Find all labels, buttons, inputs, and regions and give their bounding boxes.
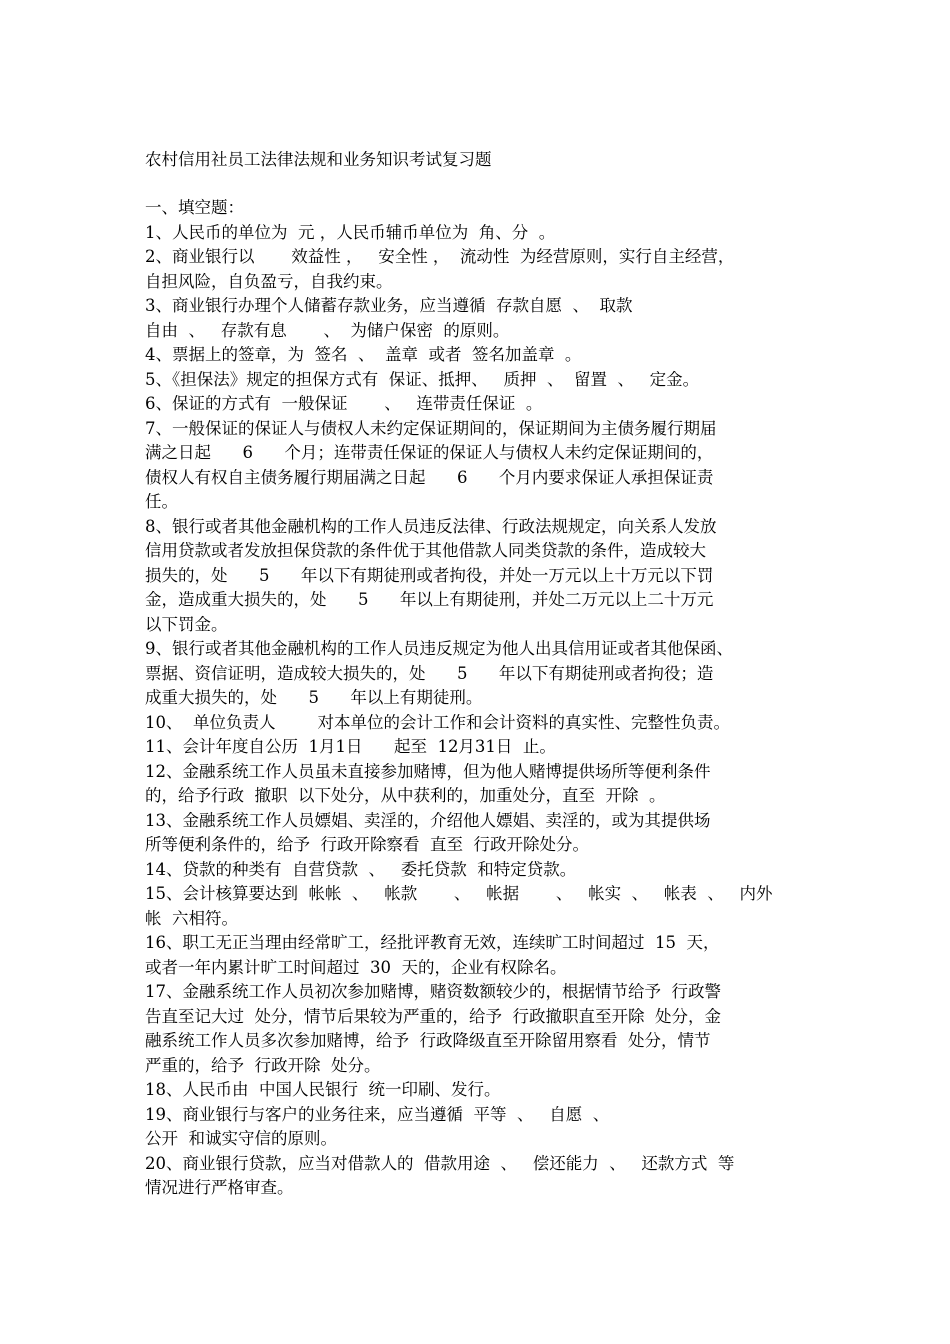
spacer xyxy=(145,172,830,196)
text-line: 9、银行或者其他金融机构的工作人员违反规定为他人出具信用证或者其他保函、 xyxy=(145,639,733,658)
document-title: 农村信用社员工法律法规和业务知识考试复习题 xyxy=(145,150,492,169)
text-line: 15、会计核算要达到 帐帐 、 帐款 、 帐据 、 帐实 、 帐表 、 内外 xyxy=(145,884,773,903)
text-line: 3、商业银行办理个人储蓄存款业务，应当遵循 存款自愿 、 取款 xyxy=(145,296,633,315)
text-line: 16、职工无正当理由经常旷工，经批评教育无效，连续旷工时间超过 15 天， xyxy=(145,933,720,952)
text-line: 19、商业银行与客户的业务往来，应当遵循 平等 、 自愿 、 xyxy=(145,1104,610,1124)
text-line: 严重的，给予 行政开除 处分。 xyxy=(145,1055,381,1075)
text-line: 满之日起 6 个月；连带责任保证的保证人与债权人未约定保证期间的， xyxy=(145,443,714,462)
text-line: 10、 单位负责人 对本单位的会计工作和会计资料的真实性、完整性负责。 xyxy=(145,712,730,732)
text-line: 以下罚金。 xyxy=(145,614,228,634)
text-line: 2、商业银行以 效益性 ， 安全性 ， 流动性 为经营原则，实行自主经营， xyxy=(145,247,735,266)
text-line: 融系统工作人员多次参加赌博，给予 行政降级直至开除留用察看 处分，情节 xyxy=(145,1031,711,1050)
text-line: 13、金融系统工作人员嫖娼、卖淫的，介绍他人嫖娼、卖淫的，或为其提供场 xyxy=(145,810,711,830)
text-line: 12、金融系统工作人员虽未直接参加赌博，但为他人赌博提供场所等便利条件 xyxy=(145,761,711,781)
text-line: 债权人有权自主债务履行期届满之日起 6 个月内要求保证人承担保证责 xyxy=(145,467,714,487)
text-line: 6、保证的方式有 一般保证 、 连带责任保证 。 xyxy=(145,394,543,413)
text-line: 8、银行或者其他金融机构的工作人员违反法律、行政法规规定，向关系人发放 xyxy=(145,516,717,536)
text-line: 一、填空题： xyxy=(145,198,244,217)
text-line: 4、票据上的签章，为 签名 、 盖章 或者 签名加盖章 。 xyxy=(145,345,582,364)
text-line: 任。 xyxy=(145,492,178,511)
document-body xyxy=(145,148,830,1201)
text-line: 信用贷款或者发放担保贷款的条件优于其他借款人同类贷款的条件，造成较大 xyxy=(145,541,706,560)
text-line: 20、商业银行贷款，应当对借款人的 借款用途 、 偿还能力 、 还款方式 等 xyxy=(145,1153,735,1173)
text-line: 情况进行严格审查。 xyxy=(145,1178,294,1197)
text-line: 5、《担保法》规定的担保方式有 保证、抵押、 质押 、 留置 、 定金。 xyxy=(145,369,700,389)
text-line: 损失的，处 5 年以下有期徒刑或者拘役，并处一万元以上十万元以下罚 xyxy=(145,565,714,585)
text-line: 1、人民币的单位为 元 ，人民币辅币单位为 角、分 。 xyxy=(145,222,556,242)
text-line: 7、一般保证的保证人与债权人未约定保证期间的，保证期间为主债务履行期届 xyxy=(145,418,717,438)
text-line: 成重大损失的，处 5 年以上有期徒刑。 xyxy=(145,688,483,707)
text-line: 告直至记大过 处分，情节后果较为严重的，给予 行政撤职直至开除 处分，金 xyxy=(145,1006,721,1026)
text-line: 自由 、 存款有息 、 为储户保密 的原则。 xyxy=(145,320,510,340)
text-line: 帐 六相符。 xyxy=(145,908,238,928)
text-line: 18、人民币由 中国人民银行 统一印刷、发行。 xyxy=(145,1080,501,1099)
text-line: 票据、资信证明，造成较大损失的，处 5 年以下有期徒刑或者拘役；造 xyxy=(145,663,714,683)
text-lines xyxy=(145,196,830,1201)
text-line: 所等便利条件的，给予 行政开除察看 直至 行政开除处分。 xyxy=(145,835,589,854)
text-line: 公开 和诚实守信的原则。 xyxy=(145,1129,337,1148)
text-line: 自担风险，自负盈亏，自我约束。 xyxy=(145,271,393,291)
text-line: 17、金融系统工作人员初次参加赌博，赌资数额较少的，根据情节给予 行政警 xyxy=(145,982,721,1001)
text-line: 11、会计年度自公历 1月1日 起至 12月31日 止。 xyxy=(145,737,556,756)
text-line: 或者一年内累计旷工时间超过 30 天的，企业有权除名。 xyxy=(145,957,567,977)
text-line: 的，给予行政 撤职 以下处分，从中获利的，加重处分，直至 开除 。 xyxy=(145,786,666,805)
text-line: 金，造成重大损失的，处 5 年以上有期徒刑，并处二万元以上二十万元 xyxy=(145,590,714,609)
text-line: 14、贷款的种类有 自营贷款 、 委托贷款 和特定贷款。 xyxy=(145,859,577,879)
